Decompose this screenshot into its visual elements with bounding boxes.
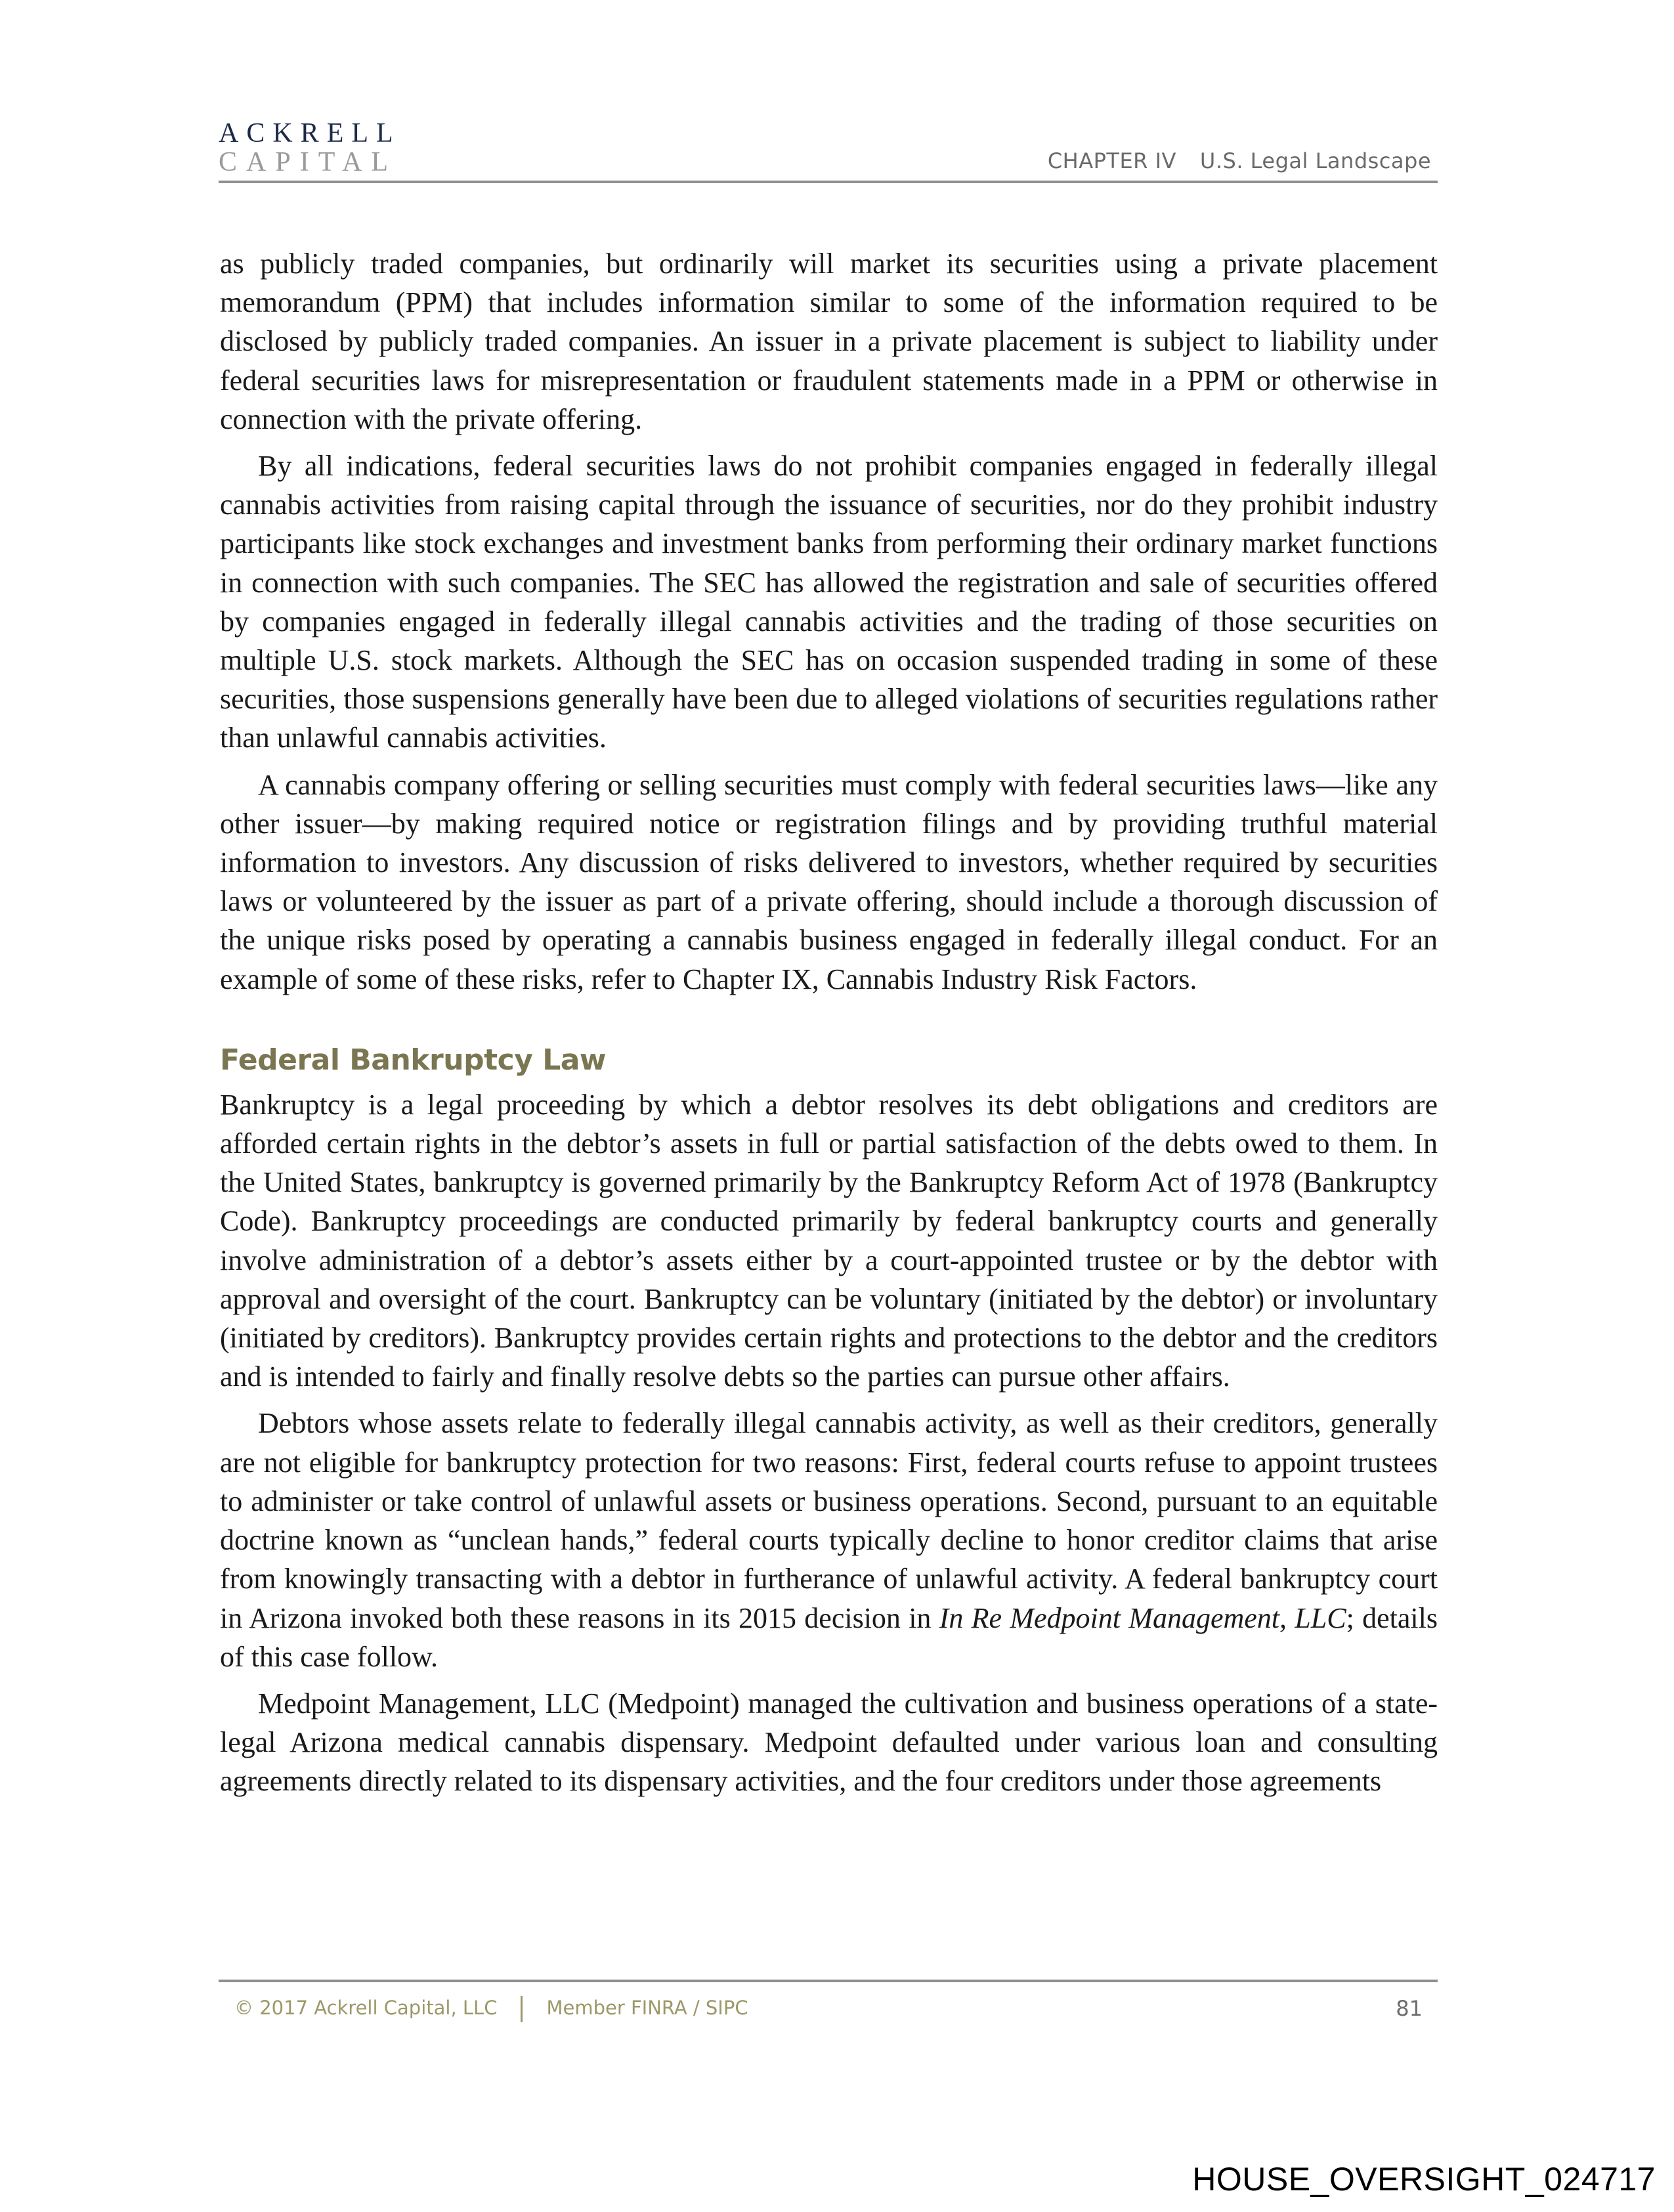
page-footer xyxy=(234,1996,1423,2022)
ackrell-capital-logo xyxy=(219,119,401,176)
paragraph-ppm: as publicly traded companies, but ordinarily will market its securities using a private placement memorandum (PPM) that includes information similar to some of the information required to be disclosed by publicly traded companies. An issuer in a private placement is subject to liability under federal securities laws for misrepresentation or fraudulent statements made in a PPM or otherwise in connection with the private offering. xyxy=(220,248,1438,435)
paragraph-bankruptcy-definition: Bankruptcy is a legal proceeding by which a debtor resolves its debt obligations and creditors are afforded certain rights in the debtor’s assets in full or partial satisfaction of the debts owed to them. In the United States, bankruptcy is governed primarily by the Bankruptcy Reform Act of 1978 (Bankruptcy Code). Bankruptcy proceedings are conducted primarily by federal bankruptcy courts and generally involve administration of a debtor’s assets either by a court-appointed trustee or by the debtor with approval and oversight of the court. Bankruptcy can be voluntary (initiated by the debtor) or involuntary (initiated by creditors). Bankruptcy provides certain rights and protections to the debtor and the creditors and is intended to fairly and finally resolve debts so the parties can pursue other affairs. xyxy=(220,1088,1438,1393)
bates-stamp: HOUSE_OVERSIGHT_024717 xyxy=(1192,2161,1656,2198)
logo-line-capital: CAPITAL xyxy=(219,147,397,177)
body-text xyxy=(220,244,1438,1801)
debtors-text-end: ; details of this case follow. xyxy=(220,1601,1438,1673)
debtors-text: Debtors whose assets relate to federally illegal cannabis activity, as well as their creditors, generally are not eligible for bankruptcy protection for two reasons: First, federal courts refuse to appoint trustees to administer or take control of unlawful assets or business operations. Second, pursuant to an equitable doctrine known as “unclean hands,” federal courts typically decline to honor creditor claims that arise from knowingly transacting with a debtor in furtherance of unlawful activity. A federal bankruptcy court in Arizona invoked both these reasons in its 2015 decision in xyxy=(220,1407,1438,1634)
running-header xyxy=(1048,148,1431,173)
paragraph-medpoint: Medpoint Management, LLC (Medpoint) managed the cultivation and business operations of a state-legal Arizona medical cannabis dispensary. Medpoint defaulted under various loan and consulting agreements directly related to its dispensary activities, and the four creditors under those agreements xyxy=(220,1687,1438,1798)
paragraph-debtors-eligibility xyxy=(220,1404,1438,1676)
section-heading-bankruptcy: Federal Bankruptcy Law xyxy=(220,1043,607,1077)
page-number: 81 xyxy=(1396,1996,1423,2021)
footer-separator xyxy=(521,1996,523,2022)
footer-divider xyxy=(219,1980,1438,1982)
chapter-title: U.S. Legal Landscape xyxy=(1199,148,1431,173)
header-divider xyxy=(219,181,1438,183)
finra-membership: Member FINRA / SIPC xyxy=(546,1997,748,2019)
copyright-notice: © 2017 Ackrell Capital, LLC xyxy=(234,1997,498,2019)
case-citation: In Re Medpoint Management, LLC xyxy=(939,1601,1346,1634)
paragraph-securities-laws: By all indications, federal securities laws do not prohibit companies engaged in federally illegal cannabis activities from raising capital through the issuance of securities, nor do they prohibit industry participants like stock exchanges and investment banks from performing their ordinary market functions in connection with such companies. The SEC has allowed the registration and sale of securities offered by companies engaged in federally illegal cannabis activities and the trading of those securities on multiple U.S. stock markets. Although the SEC has on occasion suspended trading in some of these securities, those suspensions generally have been due to alleged violations of securities regulations rather than unlawful cannabis activities. xyxy=(220,450,1438,754)
chapter-label: CHAPTER IV xyxy=(1047,148,1176,173)
logo-line-ackrell: ACKRELL xyxy=(219,118,401,148)
paragraph-cannabis-offering: A cannabis company offering or selling securities must comply with federal securities laws—like any other issuer—by making required notice or registration filings and by providing truthful material information to investors. Any discussion of risks delivered to investors, whether required by securities laws or volunteered by the issuer as part of a private offering, should include a thorough discussion of the unique risks posed by operating a cannabis business engaged in federally illegal conduct. For an example of some of these risks, refer to Chapter IX, Cannabis Industry Risk Factors. xyxy=(220,768,1438,995)
